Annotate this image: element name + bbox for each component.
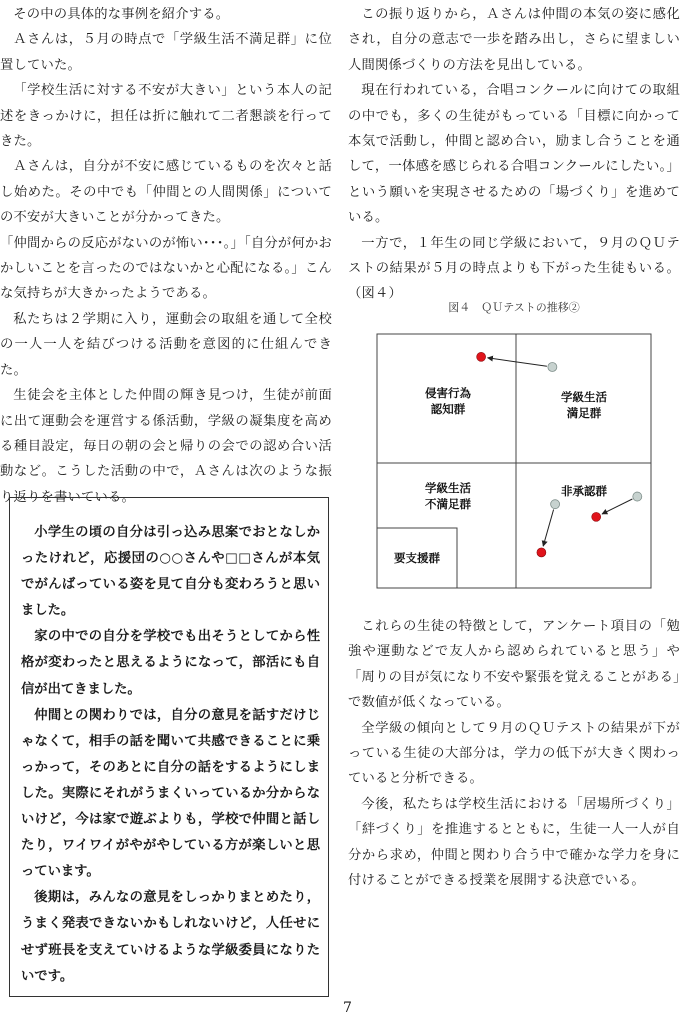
label-satisfied-line2: 満足群 (566, 406, 602, 420)
reflection-paragraph: 小学生の頃の自分は引っ込み思案でおとなしかったけれど，応援団の○○さんや□□さんが本気でがんばっている姿を見て自分も変わろうと思いました。 (21, 525, 320, 619)
may-point-2 (633, 492, 642, 501)
reflection-paragraph: 家の中での自分を学校でも出そうとしてから性格が変わったと思えるようになって，部活にも自信が出てきました。 (21, 629, 320, 697)
reflection-paragraph: 仲間との関わりでは，自分の意見を話すだけじゃなくて，相手の話を聞いて共感できることに乗っかって，そのあとに自分の話をするようにしました。実際にそれがうまくいっているか分からないけど，今は家で遊ぶよりも，学校で仲間と話したり，ワイワイがやがやしている方が楽しいと思っています。 (21, 707, 320, 880)
paragraph: その中の具体的な事例を紹介する。 (13, 7, 230, 22)
paragraph: 現在行われている，合唱コンクールに向けての取組の中でも，多くの生徒がもっている「目標に向かって本気で活動し，仲間と認め合い，励まし合うことを通して，一体感を感じられる合唱コンクールにしたい。」という願いを実現させるための「場づくり」を進めている。 (348, 83, 680, 226)
left-column (0, 2, 332, 510)
qu-quadrant-chart (376, 333, 652, 589)
paragraph: 「学校生活に対する不安が大きい」という本人の記述をきっかけに，担任は折に触れて二者懇談を行ってきた。 (0, 83, 332, 150)
right-column (348, 2, 680, 307)
label-infringement-line1: 侵害行為 (425, 386, 471, 400)
paragraph: 私たちは２学期に入り，運動会の取組を通して全校の一人一人を結びつける活動を意図的に仕組んできた。 (0, 311, 332, 378)
september-point-3 (537, 548, 546, 557)
reflection-box (9, 497, 329, 997)
paragraph: 今後，私たちは学校生活における「居場所づくり」「絆づくり」を推進するとともに，生徒一人一人が自分から求め，仲間と関わり合う中で確かな学力を身に付けることができる授業を展開する決意でいる。 (348, 796, 680, 889)
september-point-1 (477, 352, 486, 361)
label-satisfied-line1: 学級生活 (561, 390, 607, 404)
label-non-recognition: 非承認群 (561, 484, 607, 498)
reflection-paragraph: 後期は，みんなの意見をしっかりまとめたり，うまく発表できないかもしれないけど，人任せにせず班長を支えていけるような学級委員になりたいです。 (21, 890, 320, 984)
qu-test-figure (376, 333, 652, 589)
right-column-bottom (348, 614, 680, 893)
label-infringement-line2: 認知群 (430, 402, 466, 416)
figure-caption: 図４ ＱＵテストの推移② (448, 301, 580, 314)
paragraph: 「仲間からの反応がないのが怖い･･･。」「自分が何かおかしいことを言ったのではないかと心配になる。」こんな気持ちが大きかったようである。 (0, 235, 332, 302)
september-point-2 (592, 512, 601, 521)
paragraph: この振り返りから，Ａさんは仲間の本気の姿に感化され，自分の意志で一歩を踏み出し，さらに望ましい人間関係づくりの方法を見出している。 (348, 7, 680, 73)
may-point-3 (551, 500, 560, 509)
paragraph: 生徒会を主体とした仲間の輝き見つけ，生徒が前面に出て運動会を運営する係活動，学級の凝集度を高める種目設定，毎日の朝の会と帰りの会での認め合い活動など。こうした活動の中で，Ａさんは次のような振り返りを書いている。 (0, 388, 332, 505)
chart-frame (377, 334, 651, 588)
may-point-1 (548, 363, 557, 372)
paragraph: Ａさんは，自分が不安に感じているものを次々と話し始めた。その中でも「仲間との人間関係」についての不安が大きいことが分かってきた。 (0, 159, 332, 226)
label-support-needed: 要支援群 (394, 551, 440, 565)
paragraph: Ａさんは，５月の時点で「学級生活不満足群」に位置していた。 (0, 32, 332, 73)
paragraph: これらの生徒の特徴として，アンケート項目の「勉強や運動などで友人から認められていると思う」や「周りの目が気になり不安や緊張を覚えることがある」で数値が低くなっている。 (348, 619, 680, 711)
label-dissatisfied-line2: 不満足群 (425, 497, 471, 511)
paragraph: 一方で，１年生の同じ学級において，９月のＱＵテストの結果が５月の時点よりも下がった生徒もいる。（図４） (348, 235, 680, 302)
paragraph: 全学級の傾向として９月のＱＵテストの結果が下がっている生徒の大部分は，学力の低下が大きく関わっていると分析できる。 (348, 720, 680, 787)
page-number: 7 (343, 1000, 352, 1016)
label-dissatisfied-line1: 学級生活 (425, 481, 471, 495)
